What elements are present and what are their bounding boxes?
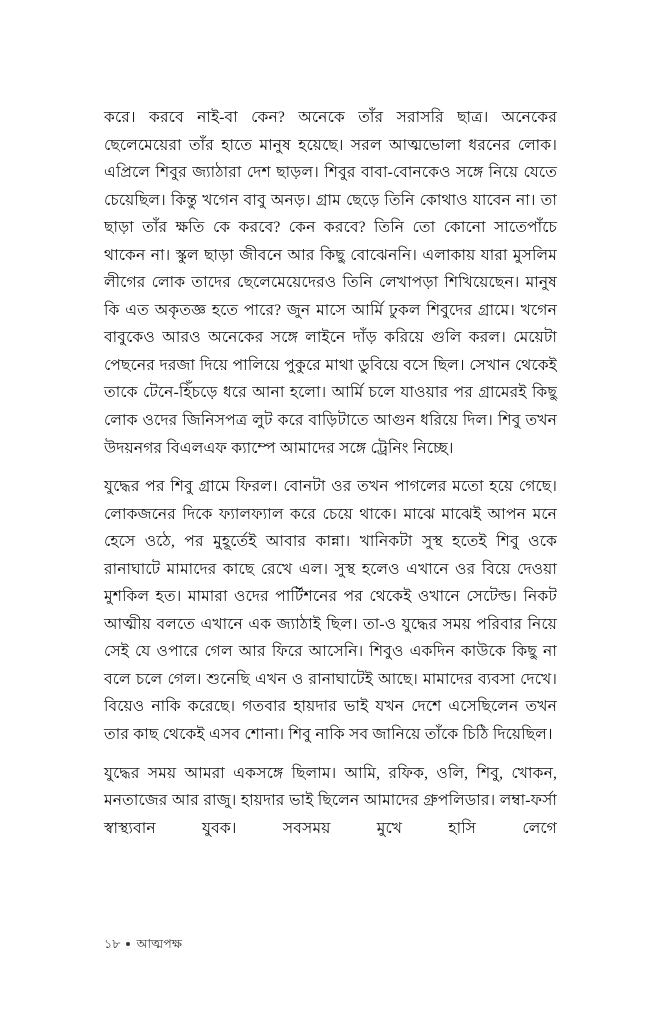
body-paragraph-2: যুদ্ধের পর শিবু গ্রামে ফিরল। বোনটা ওর তখন পাগলের মতো হয়ে গেছে। লোকজনের দিকে ফ্যালফ্যাল করে চেয়ে থাকে। মাঝে মাঝেই আপন মনে হেসে ওঠে, পর মুহূর্তেই আবার কান্না। খানিকটা সুস্থ হতেই শিবু ওকে রানাঘাটে মামাদের কাছে রেখে এল। সুস্থ হলেও এখানে ওর বিয়ে দেওয়া মুশকিল হত। মামারা ওদের পার্টিশনের পর থেকেই ওখানে সেটেল্ড। নিকট আত্মীয় বলতে এখানে এক জ্যাঠাই ছিল। তা-ও যুদ্ধের সময় পরিবার নিয়ে সেই যে ওপারে গেল আর ফিরে আসেনি। শিবুও একদিন কাউকে কিছু না বলে চলে গেল। শুনেছি এখন ও রানাঘাটেই আছে। মামাদের ব্যবসা দেখে। বিয়েও নাকি করেছে। গতবার হায়দার ভাই যখন দেশে এসেছিলেন তখন তার কাছ থেকেই এসব শোনা। শিবু নাকি সব জানিয়ে তাঁকে চিঠি দিয়েছিল। [104,478,557,744]
running-foot [104,936,557,952]
page-text-column [104,104,557,842]
bullet-separator-icon [126,942,130,946]
book-title: আত্মপক্ষ [136,937,183,951]
page-number: ১৮ [104,937,121,951]
body-paragraph-1: করে। করবে নাই-বা কেন? অনেকে তাঁর সরাসরি ছাত্র। অনেকের ছেলেমেয়েরা তাঁর হাতে মানুষ হয়েছে। সরল আত্মভোলা ধরনের লোক। এপ্রিলে শিবুর জ্যাঠারা দেশ ছাড়ল। শিবুর বাবা-বোনকেও সঙ্গে নিয়ে যেতে চেয়েছিল। কিন্তু খগেন বাবু অনড়। গ্রাম ছেড়ে তিনি কোথাও যাবেন না। তা ছাড়া তাঁর ক্ষতি কে করবে? কেন করবে? তিনি তো কোনো সাতেপাঁচে থাকেন না। স্কুল ছাড়া জীবনে আর কিছু বোঝেননি। এলাকায় যারা মুসলিম লীগের লোক তাদের ছেলেমেয়েদেরও তিনি লেখাপড়া শিখিয়েছেন। মানুষ কি এত অকৃতজ্ঞ হতে পারে? জুন মাসে আর্মি ঢুকল শিবুদের গ্রামে। খগেন বাবুকেও আরও অনেকের সঙ্গে লাইনে দাঁড় করিয়ে গুলি করল। মেয়েটা পেছনের দরজা দিয়ে পালিয়ে পুকুরে মাথা ডুবিয়ে বসে ছিল। সেখান থেকেই তাকে টেনে-হিঁচড়ে ধরে আনা হলো। আর্মি চলে যাওয়ার পর গ্রামেরই কিছু লোক ওদের জিনিসপত্র লুট করে বাড়িটাতে আগুন ধরিয়ে দিল। শিবু তখন উদয়নগর বিএলএফ ক্যাম্পে আমাদের সঙ্গে ট্রেনিং নিচ্ছে। [104,109,557,457]
body-paragraph-3: যুদ্ধের সময় আমরা একসঙ্গে ছিলাম। আমি, রফিক, ওলি, শিবু, খোকন, মনতাজের আর রাজু। হায়দার ভাই ছিলেন আমাদের গ্রুপলিডার। লম্বা-ফর্সা স্বাস্থ্যবান যুবক। সবসময় মুখে হাসি লেগে [104,764,557,837]
